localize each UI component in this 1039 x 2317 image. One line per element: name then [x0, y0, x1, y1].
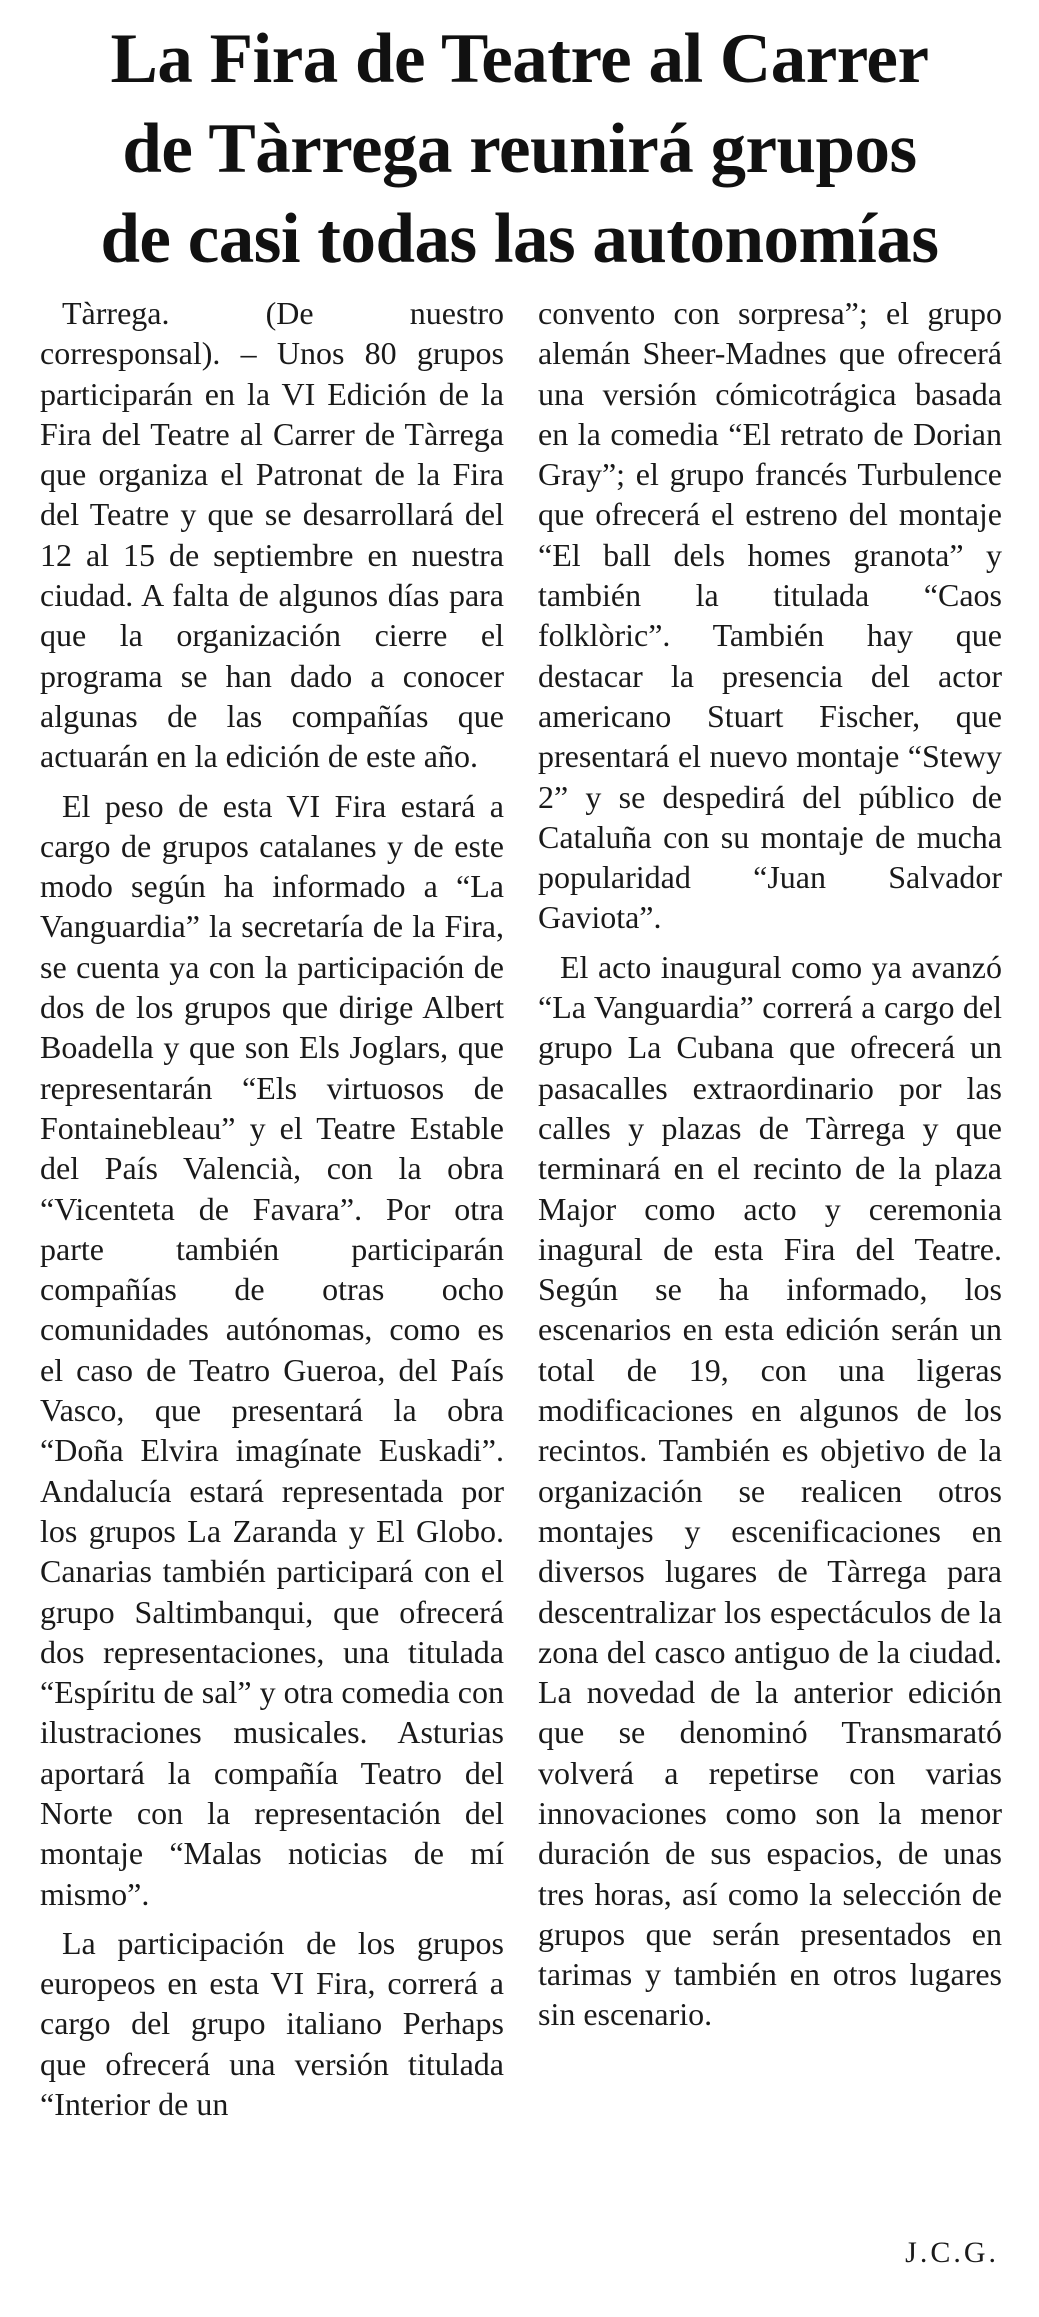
body-paragraph-4: convento con sorpresa”; el grupo alemán Sheer-Madnes que ofrecerá una versión cómicotrágica basada en la comedia “El retrato de Dorian Gray”; el grupo francés Turbulence que ofrecerá el estreno del montaje “El ball dels homes granota” y también la titulada “Caos folklòric”. También hay que destacar la presencia del actor americano Stuart Fischer, que presentará el nuevo montaje “Stewy 2” y se despedirá del público de Cataluña con su montaje de mucha popularidad “Juan Salvador Gaviota”. [538, 295, 1002, 936]
headline-line-3: de casi todas las autonomías [100, 200, 939, 278]
body-column-right [538, 293, 1002, 2044]
headline-line-1: La Fira de Teatre al Carrer [110, 20, 929, 98]
headline [18, 14, 1021, 284]
body-column-left [40, 293, 504, 2133]
author-signature: J.C.G. [905, 2236, 999, 2269]
body-paragraph-1: Tàrrega. (De nuestro corresponsal). – Unos 80 grupos participarán en la VI Edición de la Fira del Teatre al Carrer de Tàrrega que organiza el Patronat de la Fira del Teatre y que se desarrollará del 12 al 15 de septiembre en nuestra ciudad. A falta de algunos días para que la organización cierre el programa se han dado a conocer algunas de las compañías que actuarán en la edición de este año. [40, 295, 504, 775]
headline-line-2: de Tàrrega reunirá grupos [122, 110, 917, 188]
body-paragraph-5: El acto inaugural como ya avanzó “La Vanguardia” correrá a cargo del grupo La Cubana que ofrecerá un pasacalles extraordinario por las calles y plazas de Tàrrega y que terminará en el recinto de la plaza Major como acto y ceremonia inagural de esta Fira del Teatre. Según se ha informado, los escenarios en esta edición serán un total de 19, con una ligeras modificaciones en algunos de los recintos. También es objetivo de la organización se realicen otros montajes y escenificaciones en diversos lugares de Tàrrega para descentralizar los espectáculos de la zona del casco antiguo de la ciudad. La novedad de la anterior edición que se denominó Transmarató volverá a repetirse con varias innovaciones como son la menor duración de sus espacios, de unas tres horas, así como la selección de grupos que serán presentados en tarimas y también en otros lugares sin escenario. [538, 948, 1002, 2033]
body-paragraph-2: El peso de esta VI Fira estará a cargo de grupos catalanes y de este modo según ha informado a “La Vanguardia” la secretaría de la Fira, se cuenta ya con la participación de dos de los grupos que dirige Albert Boadella y que son Els Joglars, que representarán “Els virtuosos de Fontainebleau” y el Teatre Estable del País Valencià, con la obra “Vicenteta de Favara”. Por otra parte también participarán compañías de otras ocho comunidades autónomas, como es el caso de Teatro Gueroa, del País Vasco, que presentará la obra “Doña Elvira imagínate Euskadi”. Andalucía estará representada por los grupos La Zaranda y El Globo. Canarias también participará con el grupo Saltimbanqui, que ofrecerá dos representaciones, una titulada “Espíritu de sal” y otra comedia con ilustraciones musicales. Asturias aportará la compañía Teatro del Norte con la representación del montaje “Malas noticias de mí mismo”. [40, 787, 504, 1912]
body-paragraph-3: La participación de los grupos europeos en esta VI Fira, correrá a cargo del grupo italiano Perhaps que ofrecerá una versión titulada “Interior de un [40, 1924, 504, 2123]
